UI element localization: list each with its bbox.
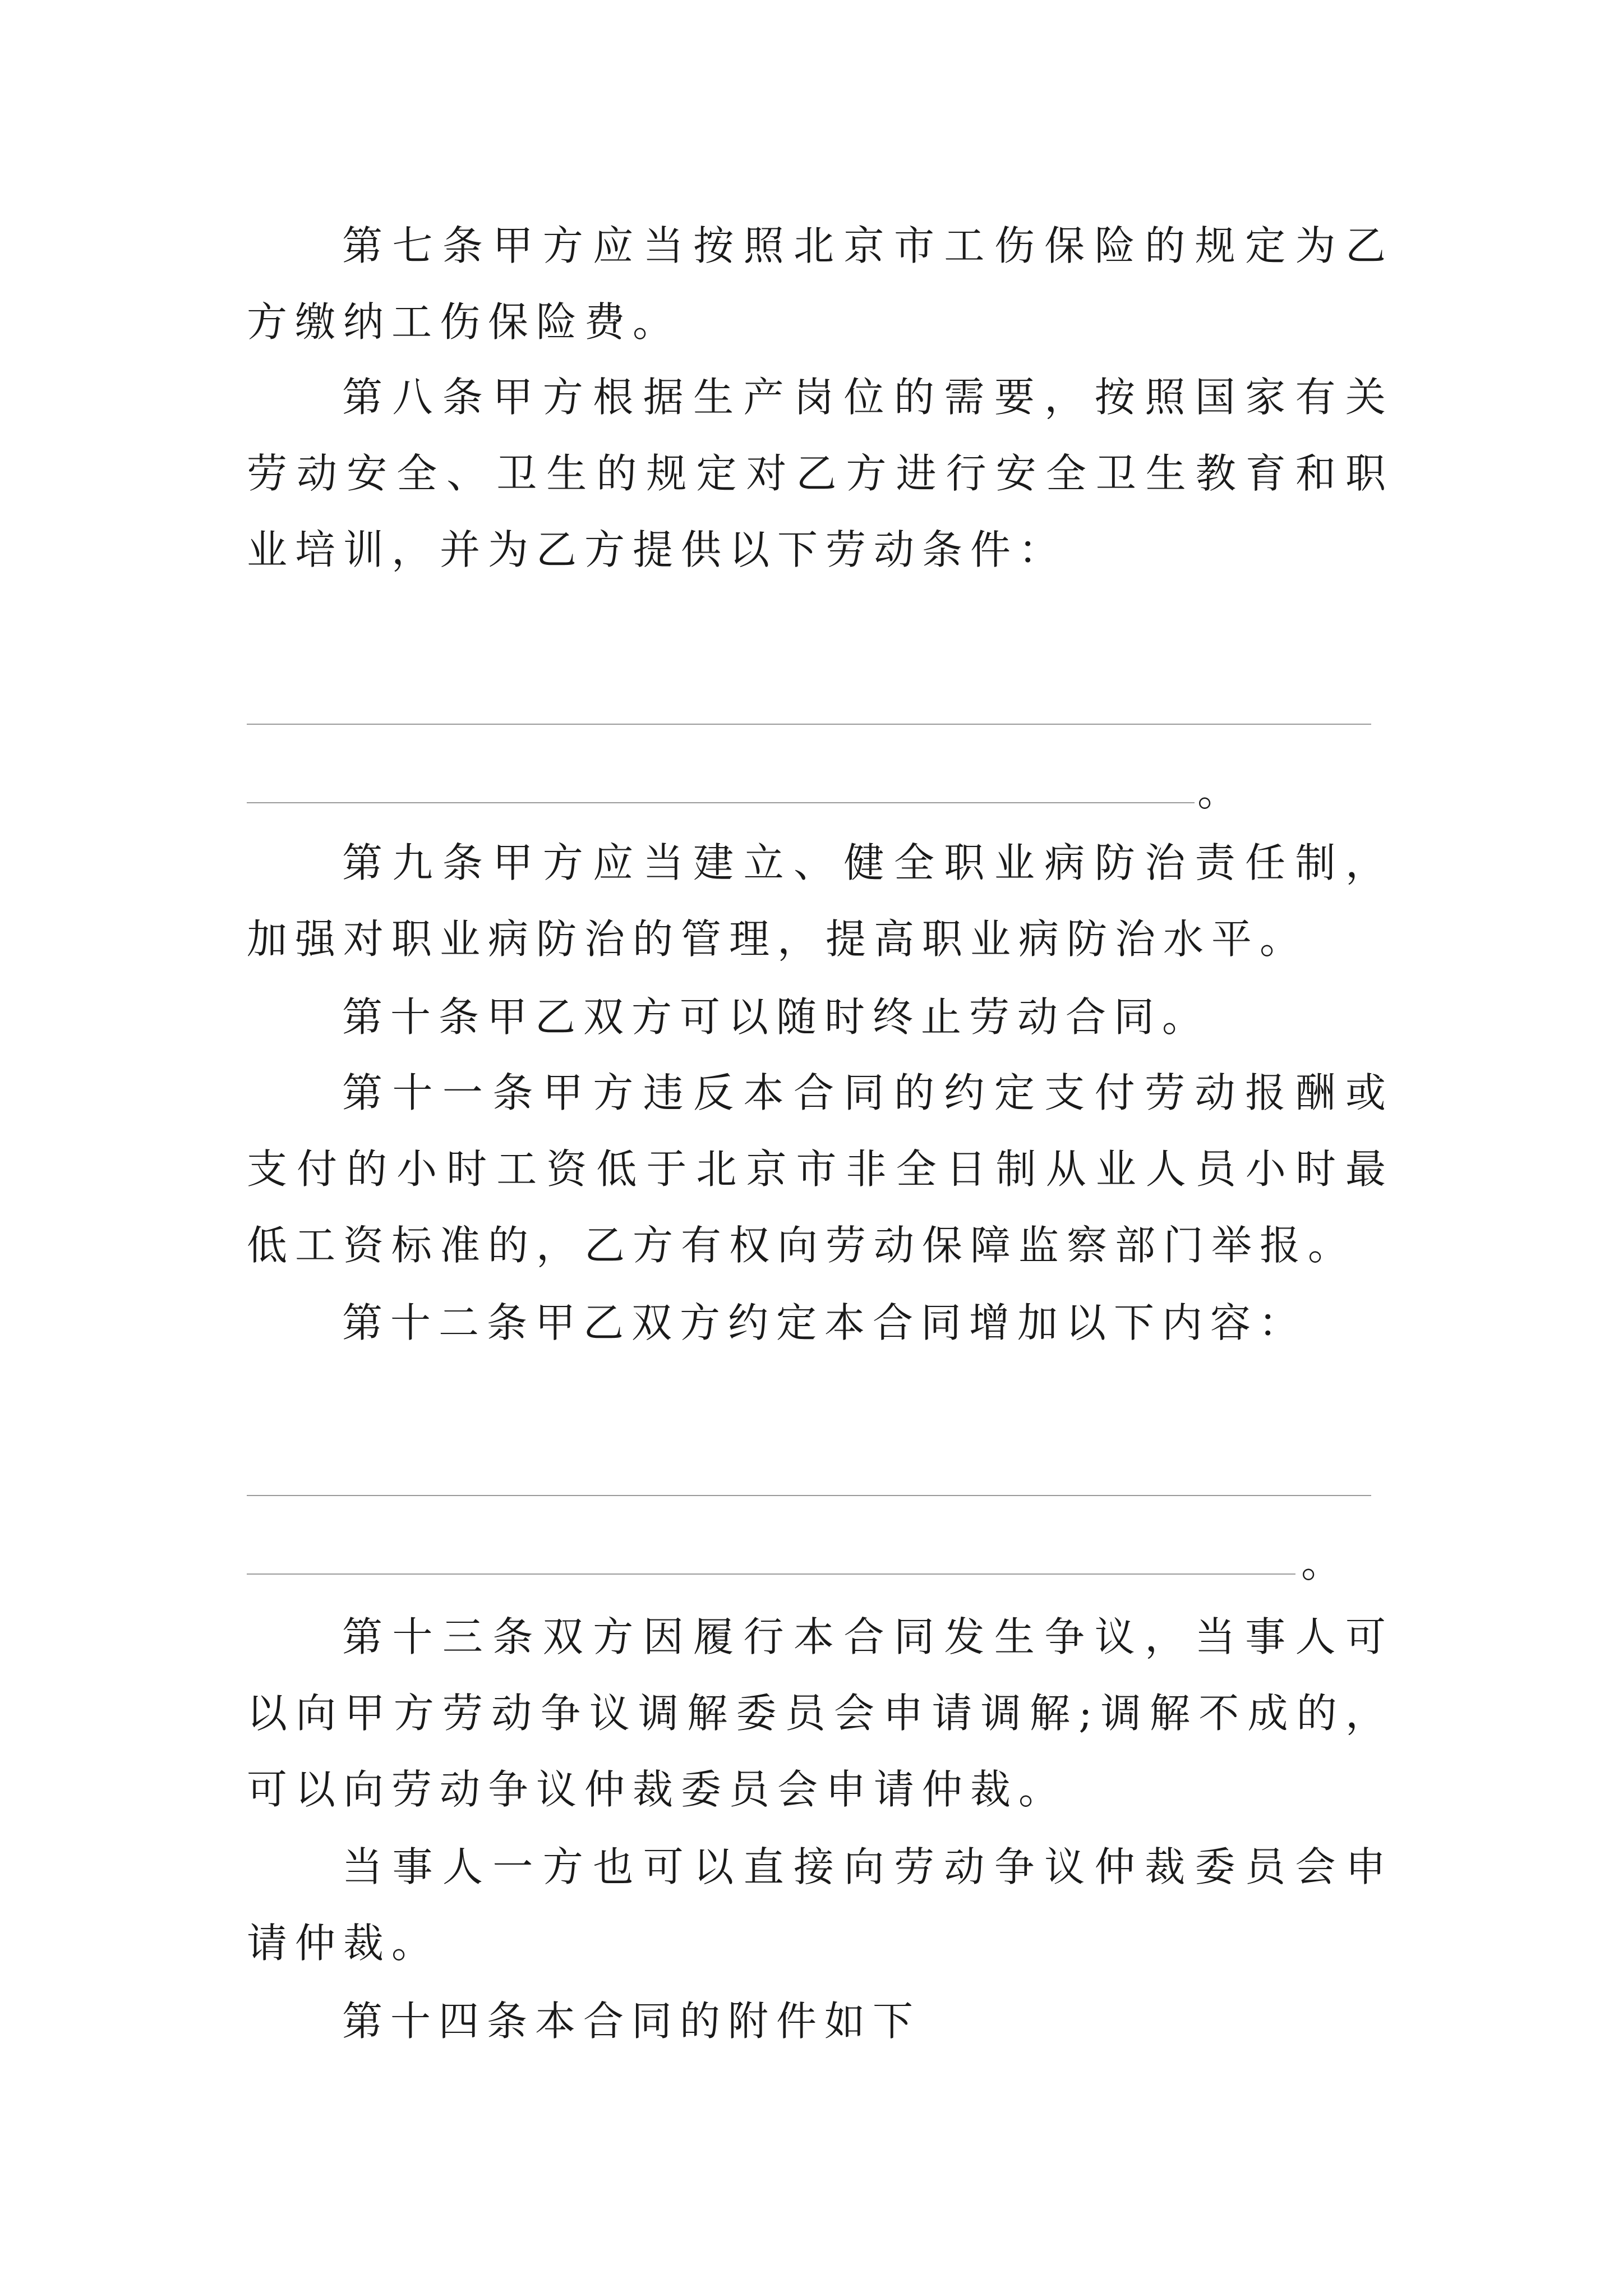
article-8: 第八条甲方根据生产岗位的需要，按照国家有关劳动安全、卫生的规定对乙方进行安全卫生教育和职业培训，并为乙方提供以下劳动条件： <box>247 374 1394 573</box>
fill-in-line <box>247 1573 1295 1575</box>
article-13-paragraph-2: 当事人一方也可以直接向劳动争议仲裁委员会申请仲裁。 <box>247 1843 1394 1967</box>
article-7: 第七条甲方应当按照北京市工伤保险的规定为乙方缴纳工伤保险费。 <box>247 222 1394 346</box>
article-10: 第十条甲乙双方可以随时终止劳动合同。 <box>342 993 1211 1041</box>
fill-in-line <box>247 1495 1371 1496</box>
line-end-period: 。 <box>1197 768 1238 815</box>
article-9: 第九条甲方应当建立、健全职业病防治责任制，加强对职业病防治的管理，提高职业病防治水平。 <box>247 839 1394 963</box>
article-12: 第十二条甲乙双方约定本合同增加以下内容： <box>342 1299 1307 1346</box>
article-11: 第十一条甲方违反本合同的约定支付劳动报酬或支付的小时工资低于北京市非全日制从业人员小时最低工资标准的，乙方有权向劳动保障监察部门举报。 <box>247 1069 1394 1269</box>
fill-in-line <box>247 802 1195 803</box>
article-14: 第十四条本合同的附件如下 <box>342 1998 921 2045</box>
fill-in-line <box>247 724 1371 725</box>
article-13: 第十三条双方因履行本合同发生争议，当事人可以向甲方劳动争议调解委员会申请调解;调解不成的，可以向劳动争议仲裁委员会申请仲裁。 <box>247 1613 1394 1813</box>
line-end-period: 。 <box>1301 1539 1342 1586</box>
